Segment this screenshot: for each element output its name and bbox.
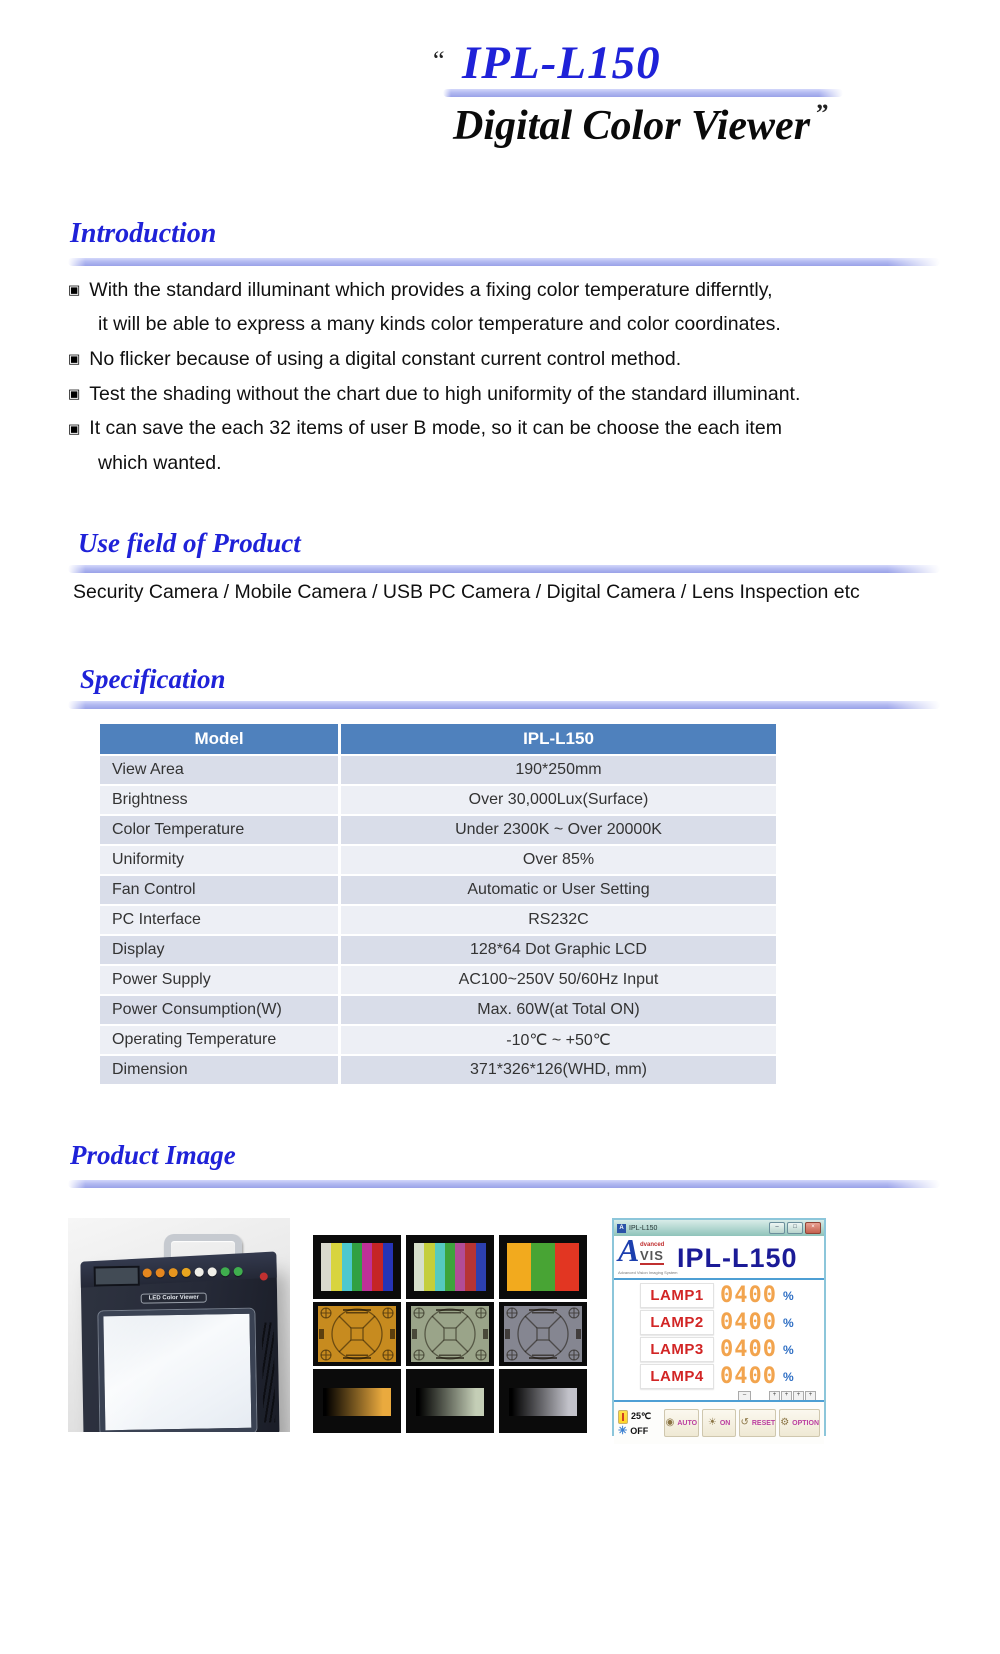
spec-value: AC100~250V 50/60Hz Input [341, 966, 776, 994]
test-chart-grid [313, 1235, 587, 1433]
color-stripe [424, 1243, 434, 1292]
color-stripes [321, 1243, 393, 1292]
logo-a-letter: A [618, 1232, 640, 1268]
grayscale-chart [406, 1369, 494, 1433]
bullet-text: No flicker because of using a digital constant current control method. [89, 347, 682, 370]
spec-row [100, 1056, 776, 1084]
fan-state: OFF [630, 1426, 649, 1436]
stepper-button: + [805, 1391, 816, 1401]
section-divider [68, 701, 940, 709]
lamp-panel [614, 1280, 824, 1400]
resolution-chart-pattern [313, 1302, 401, 1366]
thermometer-icon [618, 1410, 628, 1424]
specification-table [100, 724, 776, 1086]
app-icon: A [617, 1224, 626, 1233]
lamp-auto-icon: ◉ [665, 1417, 675, 1428]
color-stripe [519, 1243, 531, 1292]
device-viewing-screen [98, 1309, 256, 1432]
fan-icon: ✳ [618, 1424, 628, 1437]
lamp-label: LAMP2 [640, 1310, 714, 1335]
button-label: RESET [751, 1419, 776, 1427]
color-stripes [414, 1243, 486, 1292]
stepper-button: + [793, 1391, 804, 1401]
lamp-row [640, 1283, 824, 1308]
minimize-button: – [769, 1222, 785, 1234]
device-button [169, 1268, 178, 1277]
fan-status [618, 1426, 660, 1437]
stepper-buttons [769, 1391, 816, 1401]
lamp-value-display: 0400 [720, 1282, 777, 1308]
lamp-unit: % [782, 1342, 794, 1357]
spec-label: Power Consumption(W) [100, 996, 338, 1024]
color-stripe [531, 1243, 543, 1292]
use-field-text: Security Camera / Mobile Camera / USB PC Camera / Digital Camera / Lens Inspection etc [73, 581, 860, 603]
stepper-button: + [781, 1391, 792, 1401]
mini-controls [640, 1391, 824, 1400]
decrement-button: – [738, 1391, 751, 1401]
stepper-button: + [769, 1391, 780, 1401]
close-quote: ” [816, 100, 829, 127]
lamp-value-display: 0400 [720, 1363, 777, 1389]
lamp-row [640, 1310, 824, 1335]
button-label: AUTO [677, 1419, 698, 1427]
device-button [208, 1267, 217, 1276]
color-stripe [567, 1243, 579, 1292]
introduction-heading: Introduction [70, 218, 217, 249]
bullet-text: Test the shading without the chart due to high uniformity of the standard illuminant. [89, 382, 801, 405]
spec-label: Fan Control [100, 876, 338, 904]
bullet-text: it will be able to express a many kinds color temperature and color coordinates. [98, 313, 781, 336]
color-stripe [414, 1243, 424, 1292]
bullet-item [68, 342, 968, 377]
software-app-title: IPL-L150 [677, 1242, 798, 1273]
color-stripe [331, 1243, 341, 1292]
bullet-square-icon: ▣ [68, 282, 81, 298]
product-title [453, 100, 829, 150]
color-stripe [372, 1243, 382, 1292]
option-gear-icon: ⚙ [780, 1417, 790, 1428]
specification-heading: Specification [80, 664, 226, 694]
color-stripe [383, 1243, 393, 1292]
bullet-square-icon: ▣ [68, 420, 81, 436]
lamp-on-icon: ☀ [707, 1417, 717, 1428]
status-panel [618, 1410, 660, 1437]
open-quote: “ [433, 46, 445, 75]
color-stripe [555, 1243, 567, 1292]
auto-button [664, 1409, 699, 1437]
colorbar-chart [499, 1235, 587, 1299]
bullet-text: It can save the each 32 items of user B mode, so it can be choose the each item [89, 417, 782, 440]
use-field-heading: Use field of Product [78, 528, 301, 558]
on-button [702, 1409, 737, 1437]
lamp-value-display: 0400 [720, 1309, 777, 1335]
bullet-item [68, 411, 968, 446]
spec-row [100, 816, 776, 844]
section-divider [68, 258, 940, 266]
spec-label: Power Supply [100, 966, 338, 994]
lamp-unit: % [782, 1315, 794, 1330]
color-stripes [507, 1243, 579, 1292]
bullet-text: which wanted. [98, 451, 222, 474]
spec-row [100, 786, 776, 814]
bullet-continuation [68, 446, 968, 481]
device-button [156, 1268, 165, 1277]
color-stripe [455, 1243, 465, 1292]
product-image-heading: Product Image [70, 1140, 236, 1170]
device-power-button [260, 1272, 268, 1280]
color-stripe [435, 1243, 445, 1292]
temperature-status [618, 1410, 660, 1424]
section-divider [68, 1180, 940, 1188]
resolution-chart [499, 1302, 587, 1366]
bullet-text: With the standard illuminant which provides a fixing color temperature differntly, [89, 278, 773, 301]
spec-label: PC Interface [100, 906, 338, 934]
software-buttons [664, 1409, 820, 1437]
spec-row [100, 1026, 776, 1054]
spec-row [100, 966, 776, 994]
color-stripe [321, 1243, 331, 1292]
device-vents [262, 1322, 276, 1422]
spec-value: RS232C [341, 906, 776, 934]
bullet-square-icon: ▣ [68, 351, 81, 367]
device-button [143, 1268, 152, 1277]
resolution-chart [313, 1302, 401, 1366]
lamp-rows [640, 1283, 824, 1389]
spec-value: Over 30,000Lux(Surface) [341, 786, 776, 814]
reset-icon: ↺ [740, 1417, 749, 1428]
lamp-label: LAMP4 [640, 1364, 714, 1389]
software-bottom-bar [614, 1400, 824, 1444]
introduction-bullets [68, 273, 968, 481]
device-button [221, 1267, 230, 1276]
logo-dvanced: dvanced [640, 1242, 665, 1248]
close-button: × [805, 1222, 821, 1234]
logo-tagline: Advanced Vision Imaging System [618, 1270, 678, 1275]
spec-label: Uniformity [100, 846, 338, 874]
spec-value: Under 2300K ~ Over 20000K [341, 816, 776, 844]
color-stripe [342, 1243, 352, 1292]
button-label: OPTION [792, 1419, 820, 1427]
grayscale-chart [499, 1369, 587, 1433]
spec-value: 371*326*126(WHD, mm) [341, 1056, 776, 1084]
grayscale-gradient [416, 1388, 485, 1416]
title-divider [443, 89, 843, 97]
spec-value: 190*250mm [341, 756, 776, 784]
software-header [614, 1232, 824, 1278]
section-divider [68, 565, 940, 573]
grayscale-chart [313, 1369, 401, 1433]
spec-row [100, 906, 776, 934]
spec-label: Brightness [100, 786, 338, 814]
spec-row [100, 996, 776, 1024]
lamp-label: LAMP3 [640, 1337, 714, 1362]
resolution-chart-pattern [406, 1302, 494, 1366]
spec-row [100, 756, 776, 784]
option-button [779, 1409, 820, 1437]
resolution-chart-pattern [499, 1302, 587, 1366]
colorbar-chart [406, 1235, 494, 1299]
color-stripe [476, 1243, 486, 1292]
color-stripe [465, 1243, 475, 1292]
bullet-item [68, 377, 968, 412]
spec-label: Color Temperature [100, 816, 338, 844]
spec-row [100, 936, 776, 964]
device-lcd-screen [94, 1266, 140, 1287]
lamp-row [640, 1337, 824, 1362]
logo-vis: VIS [640, 1248, 664, 1263]
product-title-text: Digital Color Viewer [453, 103, 811, 149]
resolution-chart [406, 1302, 494, 1366]
device-button [195, 1268, 204, 1277]
spec-value: Max. 60W(at Total ON) [341, 996, 776, 1024]
spec-rows [100, 756, 776, 1084]
avis-logo [618, 1232, 678, 1277]
bullet-square-icon: ▣ [68, 386, 81, 402]
temperature-value: 25℃ [631, 1411, 652, 1421]
spec-label: Display [100, 936, 338, 964]
device-button [234, 1267, 243, 1276]
bullet-continuation [68, 308, 968, 343]
lamp-label: LAMP1 [640, 1283, 714, 1308]
spec-header-row [100, 724, 776, 754]
spec-value: -10℃ ~ +50℃ [341, 1026, 776, 1054]
device-nameplate: LED Color Viewer [141, 1293, 207, 1304]
color-stripe [543, 1243, 555, 1292]
color-stripe [362, 1243, 372, 1292]
spec-label: View Area [100, 756, 338, 784]
spec-value: Automatic or User Setting [341, 876, 776, 904]
lamp-value-display: 0400 [720, 1336, 777, 1362]
spec-row [100, 846, 776, 874]
device-buttons [143, 1267, 243, 1278]
grayscale-gradient [509, 1388, 578, 1416]
spec-value: Over 85% [341, 846, 776, 874]
spec-label: Operating Temperature [100, 1026, 338, 1054]
reset-button [739, 1409, 776, 1437]
button-label: ON [719, 1419, 731, 1427]
software-window [612, 1218, 826, 1436]
window-title: IPL-L150 [629, 1224, 658, 1232]
spec-label: Dimension [100, 1056, 338, 1084]
window-controls [769, 1222, 821, 1234]
spec-header-model: Model [100, 724, 338, 754]
spec-header-value: IPL-L150 [341, 724, 776, 754]
colorbar-chart [313, 1235, 401, 1299]
lamp-row [640, 1364, 824, 1389]
spec-value: 128*64 Dot Graphic LCD [341, 936, 776, 964]
lamp-unit: % [782, 1369, 794, 1384]
bullet-item [68, 273, 968, 308]
device-body [80, 1258, 279, 1432]
color-stripe [507, 1243, 519, 1292]
lamp-unit: % [782, 1288, 794, 1303]
device-button [182, 1268, 191, 1277]
maximize-button: □ [787, 1222, 803, 1234]
spec-row [100, 876, 776, 904]
device-photo [68, 1218, 290, 1432]
color-stripe [445, 1243, 455, 1292]
window-titlebar [614, 1220, 824, 1236]
color-stripe [352, 1243, 362, 1292]
grayscale-gradient [323, 1388, 392, 1416]
model-title: IPL-L150 [462, 37, 661, 89]
